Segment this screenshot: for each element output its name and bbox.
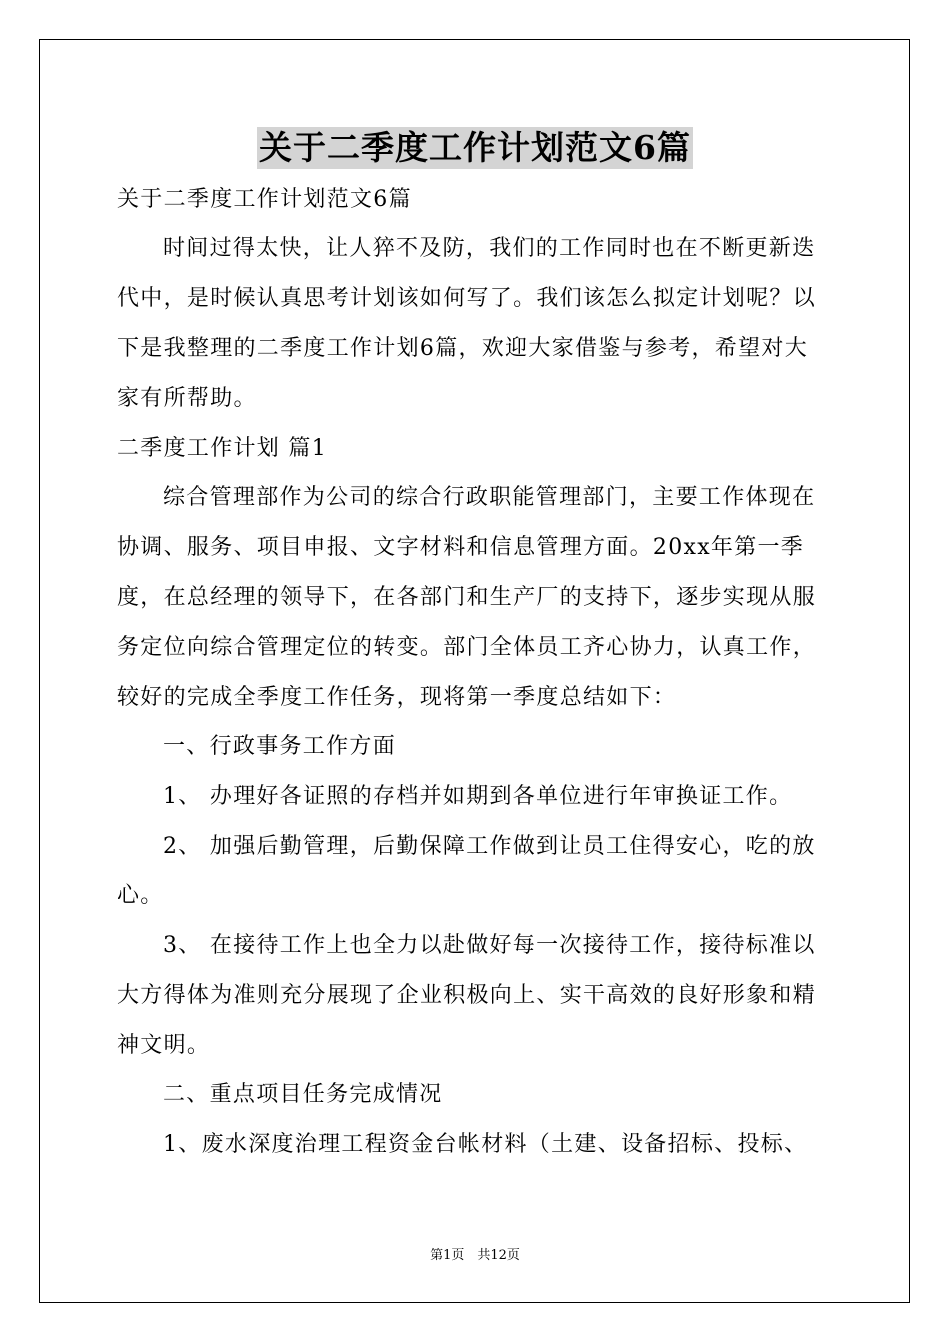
list-item: 3、 在接待工作上也全力以赴做好每一次接待工作，接待标准以 (163, 933, 816, 958)
page-footer: 第1页 共12页 (430, 1248, 520, 1263)
body-line: 代中，是时候认真思考计划该如何写了。我们该怎么拟定计划呢？以 (117, 286, 817, 311)
subtitle-line: 关于二季度工作计划范文6篇 (117, 187, 412, 212)
body-line: 心。 (117, 883, 164, 908)
body-line: 神文明。 (117, 1033, 211, 1058)
body-line: 家有所帮助。 (117, 386, 257, 411)
subsection-heading: 二、重点项目任务完成情况 (163, 1082, 443, 1107)
body-line: 下是我整理的二季度工作计划6篇，欢迎大家借鉴与参考，希望对大 (117, 336, 808, 361)
document-title: 关于二季度工作计划范文6篇 (259, 128, 691, 167)
body-line: 综合管理部作为公司的综合行政职能管理部门，主要工作体现在 (163, 485, 816, 510)
list-item: 1、 办理好各证照的存档并如期到各单位进行年审换证工作。 (163, 784, 793, 809)
body-line: 较好的完成全季度工作任务，现将第一季度总结如下： (117, 685, 677, 710)
page-border (39, 39, 910, 1303)
subsection-heading: 一、行政事务工作方面 (163, 734, 397, 759)
body-line: 度，在总经理的领导下，在各部门和生产厂的支持下，逐步实现从服 (117, 585, 817, 610)
list-item: 2、 加强后勤管理，后勤保障工作做到让员工住得安心，吃的放 (163, 834, 816, 859)
title-container (0, 127, 950, 169)
body-line: 大方得体为准则充分展现了企业积极向上、实干高效的良好形象和精 (117, 983, 817, 1008)
section-heading: 二季度工作计划 篇1 (117, 436, 327, 461)
list-item: 1、废水深度治理工程资金台帐材料（土建、设备招标、投标、 (163, 1132, 808, 1157)
body-line: 时间过得太快，让人猝不及防，我们的工作同时也在不断更新迭 (163, 236, 816, 261)
body-line: 务定位向综合管理定位的转变。部门全体员工齐心协力，认真工作， (117, 635, 817, 660)
body-line: 协调、服务、项目申报、文字材料和信息管理方面。20xx年第一季 (117, 535, 805, 560)
